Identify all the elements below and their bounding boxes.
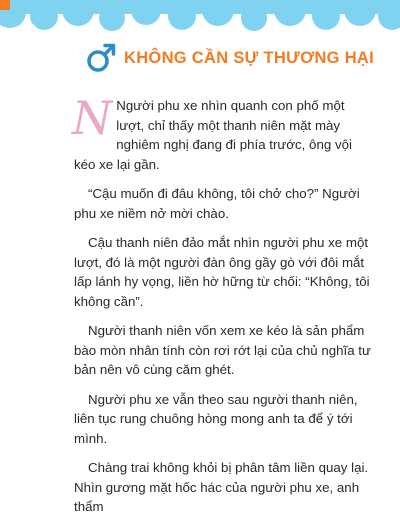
section-title-row (84, 40, 374, 76)
story-paragraph: Người phu xe vẫn theo sau người thanh niên, liên tục rung chuông hòng mong anh ta để ý tới mình. (74, 391, 358, 446)
story-paragraph: “Cậu muốn đi đâu không, tôi chở cho?” Người phu xe niềm nở mời chào. (74, 186, 360, 221)
drop-cap: N (72, 91, 113, 145)
male-symbol-icon (84, 41, 118, 75)
story-paragraph: Chàng trai không khỏi bị phân tâm liền quay lại. Nhìn gương mặt hốc hác của người phu xe, anh thẩm (74, 460, 369, 514)
story-paragraph: N Người phu xe nhìn quanh con phố một lượt, chỉ thấy một thanh niên mặt mày nghiêm nghị đang đi phía trước, ông vội kéo xe lại gần. (72, 91, 352, 172)
story-body (72, 91, 374, 527)
story-paragraph: Người thanh niên vốn xem xe kéo là sản phẩm bào mòn nhân tính còn rơi rớt lại của chủ nghĩa tư bản nên vô cùng căm ghét. (74, 323, 371, 377)
story-paragraph: Cậu thanh niên đảo mắt nhìn người phu xe một lượt, đó là một người đàn ông gầy gò với đôi mắt lấp lánh hy vọng, liền hờ hững từ chối: “Không, tôi không cần”. (74, 235, 370, 309)
cloud-header (0, 0, 400, 34)
section-title: KHÔNG CẦN SỰ THƯƠNG HẠI (124, 48, 375, 67)
